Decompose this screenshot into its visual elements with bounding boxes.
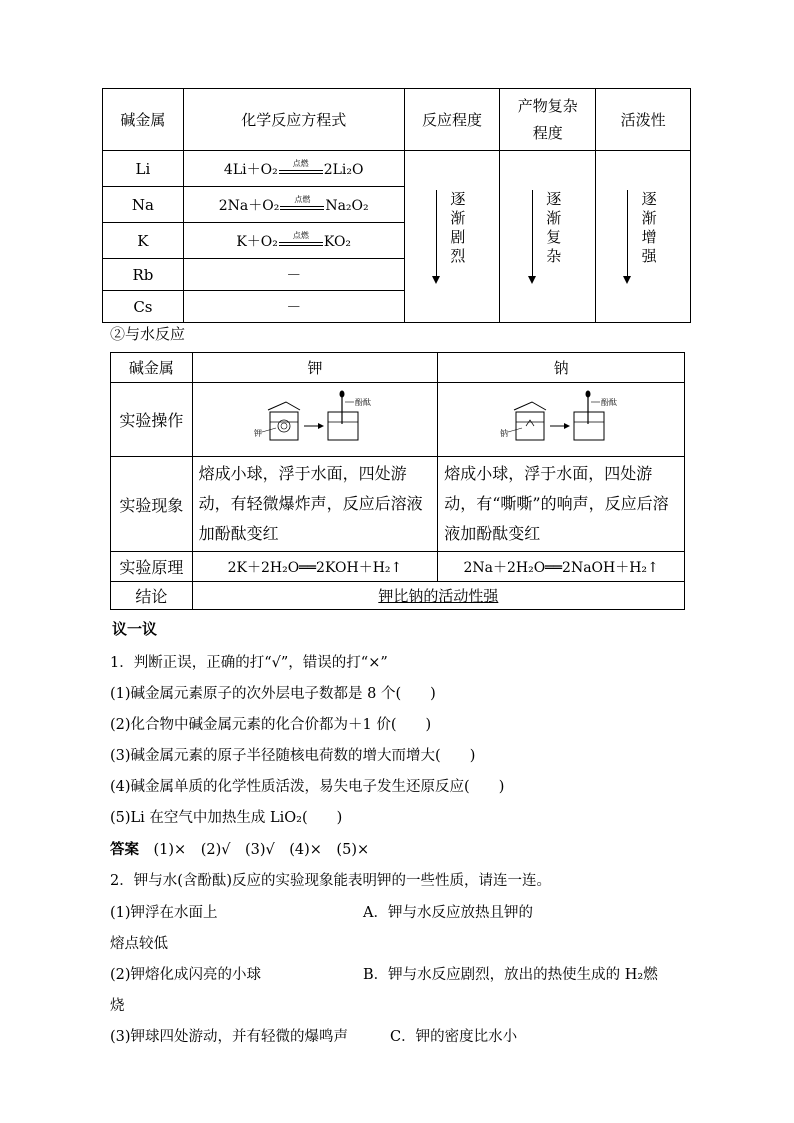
discussion-title: 议一议 bbox=[112, 620, 158, 638]
potassium-principle: 2K＋2H₂O══2KOH＋H₂↑ bbox=[192, 552, 438, 582]
down-arrow-icon bbox=[627, 190, 628, 278]
header-metal: 碱金属 bbox=[103, 89, 184, 151]
svg-text:酚酞: 酚酞 bbox=[354, 397, 371, 407]
section-title-water: ②与水反应 bbox=[110, 325, 186, 343]
metal-li: Li bbox=[103, 151, 184, 187]
svg-text:钠: 钠 bbox=[500, 428, 509, 438]
header-activity: 活泼性 bbox=[596, 89, 691, 151]
down-arrow-icon bbox=[532, 190, 533, 278]
metal-k: K bbox=[103, 223, 184, 259]
equation-li: 4Li＋O₂ 点燃 2Li₂O bbox=[183, 151, 404, 187]
row-phenomenon: 实验现象 bbox=[111, 457, 193, 552]
q2-right-2: B．钾与水反应剧烈，放出的热使生成的 H₂燃 bbox=[363, 967, 658, 983]
trend-product: 逐渐复杂 bbox=[546, 189, 562, 265]
trend-activity: 逐渐增强 bbox=[641, 189, 657, 265]
q2-wrap-1: 熔点较低 bbox=[110, 936, 168, 952]
alkali-oxygen-table bbox=[102, 88, 691, 323]
row-conclusion: 结论 bbox=[111, 582, 193, 610]
trend-degree: 逐渐剧烈 bbox=[450, 189, 466, 265]
potassium-phenomenon: 熔成小球，浮于水面，四处游动，有轻微爆炸声，反应后溶液加酚酞变红 bbox=[192, 457, 438, 552]
q1-item-4: (4)碱金属单质的化学性质活泼，易失电子发生还原反应( ) bbox=[110, 779, 505, 795]
question-1: 1．判断正误，正确的打“√”，错误的打“×” bbox=[110, 655, 388, 671]
q1-item-5: (5)Li 在空气中加热生成 LiO₂( ) bbox=[110, 810, 343, 826]
equation-cs: － bbox=[183, 291, 404, 323]
metal-cs: Cs bbox=[103, 291, 184, 323]
sodium-apparatus-cell bbox=[438, 383, 685, 457]
metal-na: Na bbox=[103, 187, 184, 223]
equation-k: K＋O₂ 点燃 KO₂ bbox=[183, 223, 404, 259]
header-sodium: 钠 bbox=[438, 353, 685, 383]
header-metal: 碱金属 bbox=[111, 353, 193, 383]
trend-product-cell bbox=[500, 151, 596, 323]
answer-text: (1)× (2)√ (3)√ (4)× (5)× bbox=[153, 842, 370, 858]
sodium-phenomenon: 熔成小球，浮于水面，四处游动，有“嘶嘶”的响声，反应后溶液加酚酞变红 bbox=[438, 457, 685, 552]
svg-text:钾: 钾 bbox=[253, 428, 262, 438]
svg-text:酚酞: 酚酞 bbox=[601, 397, 618, 407]
q1-item-1: (1)碱金属元素原子的次外层电子数都是 8 个( ) bbox=[110, 686, 436, 702]
down-arrow-icon bbox=[436, 190, 437, 278]
q2-right-3: C．钾的密度比水小 bbox=[390, 1029, 518, 1045]
sodium-apparatus-image bbox=[496, 388, 626, 448]
q1-item-3: (3)碱金属元素的原子半径随核电荷数的增大而增大( ) bbox=[110, 748, 476, 764]
q2-left-3: (3)钾球四处游动，并有轻微的爆鸣声 bbox=[110, 1029, 349, 1045]
q2-wrap-2: 烧 bbox=[110, 998, 125, 1014]
question-2: 2．钾与水(含酚酞)反应的实验现象能表明钾的一些性质，请连一连。 bbox=[110, 873, 552, 889]
answer-line bbox=[110, 838, 369, 859]
metal-rb: Rb bbox=[103, 259, 184, 291]
answer-label: 答案 bbox=[110, 842, 139, 858]
row-operation: 实验操作 bbox=[111, 383, 193, 457]
trend-activity-cell bbox=[596, 151, 691, 323]
q2-right-1: A．钾与水反应放热且钾的 bbox=[363, 905, 533, 921]
header-product: 产物复杂程度 bbox=[500, 89, 596, 151]
alkali-water-table bbox=[110, 352, 685, 610]
row-principle: 实验原理 bbox=[111, 552, 193, 582]
q1-item-2: (2)化合物中碱金属元素的化合价都为＋1 价( ) bbox=[110, 717, 432, 733]
conclusion-text: 钾比钠的活动性强 bbox=[192, 582, 684, 610]
equation-na: 2Na＋O₂ 点燃 Na₂O₂ bbox=[183, 187, 404, 223]
header-equation: 化学反应方程式 bbox=[183, 89, 404, 151]
potassium-apparatus-image bbox=[250, 388, 380, 448]
trend-degree-cell bbox=[404, 151, 500, 323]
potassium-apparatus-cell bbox=[192, 383, 438, 457]
sodium-principle: 2Na＋2H₂O══2NaOH＋H₂↑ bbox=[438, 552, 685, 582]
header-degree: 反应程度 bbox=[404, 89, 500, 151]
q2-left-1: (1)钾浮在水面上 bbox=[110, 905, 218, 921]
equation-rb: － bbox=[183, 259, 404, 291]
header-potassium: 钾 bbox=[192, 353, 438, 383]
q2-left-2: (2)钾熔化成闪亮的小球 bbox=[110, 967, 262, 983]
